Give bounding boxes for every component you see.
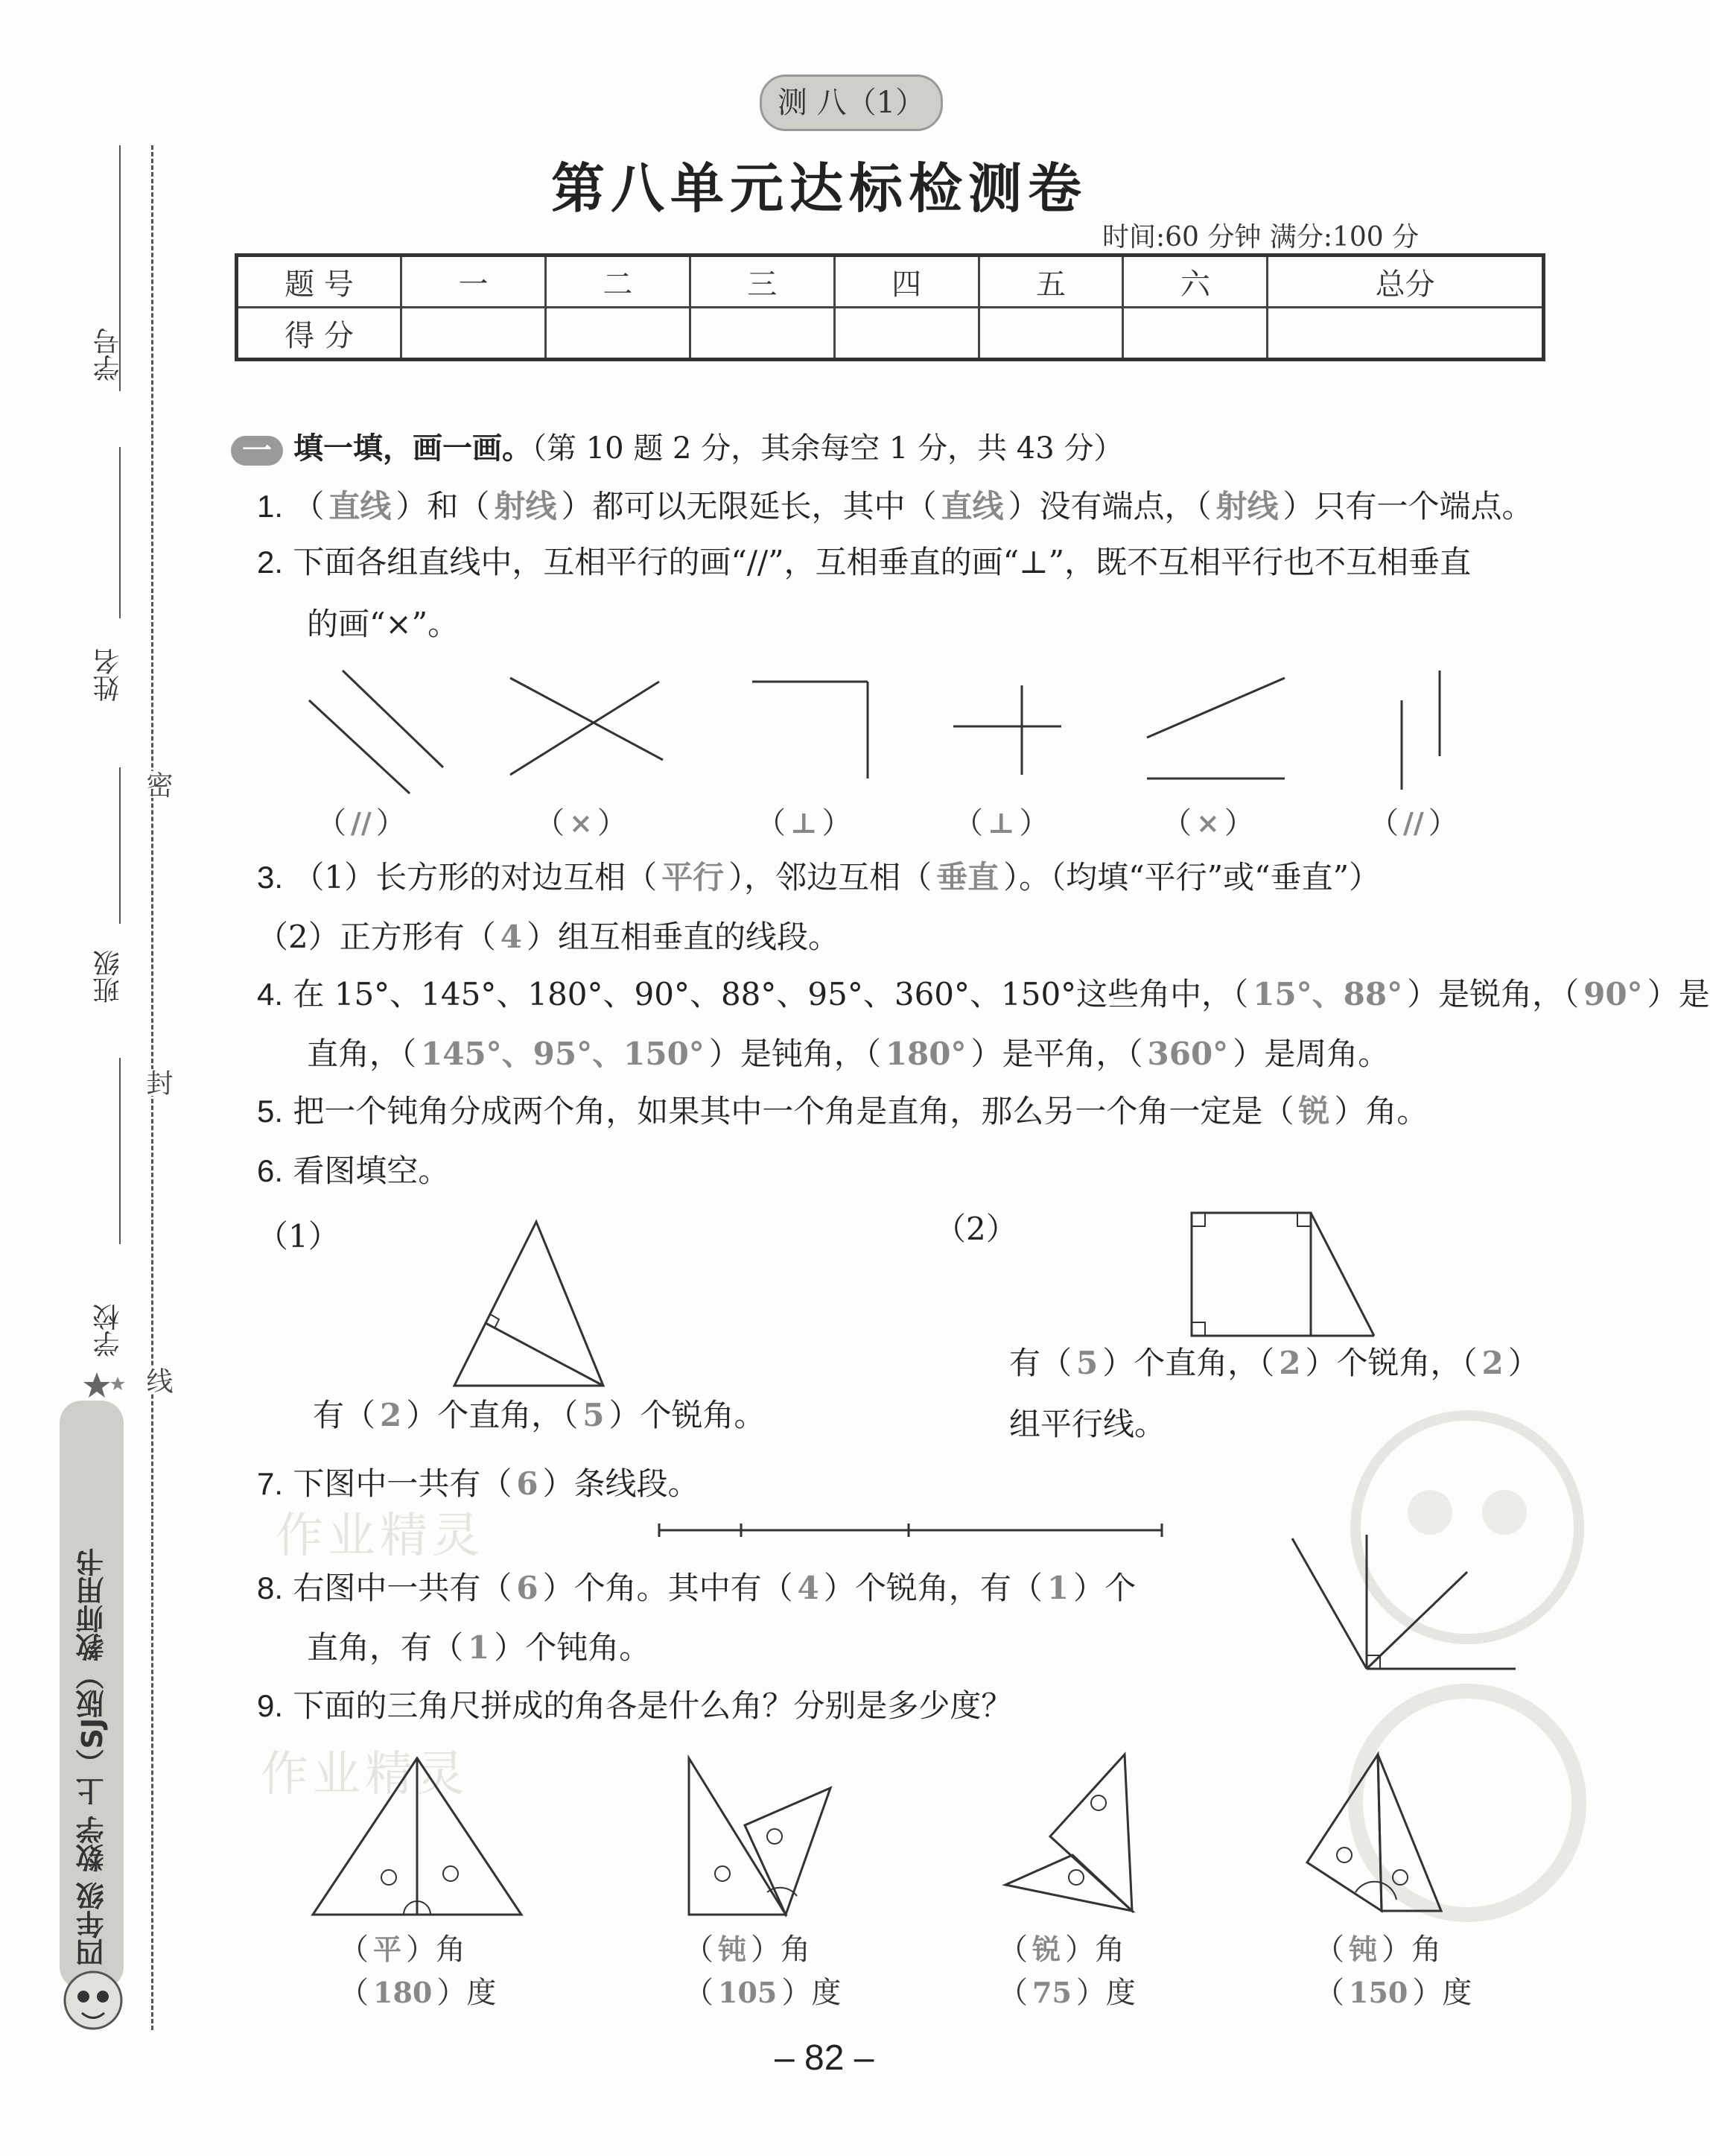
score-cell[interactable] [545,308,690,360]
table-cell: 六 [1123,256,1268,308]
section-badge: 一 [231,436,283,466]
seal-char-feng: 封 [139,1069,177,1096]
question-8-line2 [307,1626,650,1670]
q2-answer-4: （ ⊥ ） [953,806,1049,840]
page-number: – 82 – [775,2038,874,2078]
q9-answer-2-kind: （ 钝 ）角 [684,1933,811,1967]
question-5 [257,1089,1428,1134]
q6-sub1-label: （1） [257,1218,340,1255]
text: ）都可以无限延长，其中（ [561,488,937,524]
answer: 4 [797,1570,819,1606]
table-cell: 三 [690,256,834,308]
text: ）个锐角，有（ [823,1570,1043,1606]
text: ）是平角，（ [970,1036,1143,1072]
answer: 180° [885,1036,967,1072]
question-3 [257,855,1380,900]
q9-answer-3-kind: （ 锐 ）角 [998,1933,1125,1967]
question-number: 3. [257,860,284,895]
question-9 [257,1684,1012,1728]
text: ）组互相垂直的线段。 [526,919,839,955]
text: 看图填空。 [293,1152,450,1189]
answer: 直线 [941,488,1004,524]
line-figures [298,656,1475,805]
answer: 垂直 [936,859,999,895]
table-cell: 总分 [1268,256,1544,308]
question-3-part2 [257,915,839,960]
answer: 射线 [1215,488,1279,524]
q9-answer-1-deg: （ 180 ）度 [339,1976,497,2010]
question-number: 5. [257,1094,284,1129]
question-number: 7. [257,1466,284,1501]
text: 直角，有（ [307,1629,464,1666]
sidebar-rule [119,1058,121,1244]
text: 在 15°、145°、180°、90°、88°、95°、360°、150°这些角中，（ [293,976,1249,1012]
answer: 145°、95°、150° [421,1036,705,1072]
seal-char-mi: 密 [139,771,177,798]
text: ）个 [1073,1570,1137,1606]
question-7 [257,1462,699,1506]
answer: 直线 [328,488,392,524]
q7-segment-figure [655,1520,1169,1550]
q2-answer-1: （ // ） [317,806,406,840]
q9-answer-3-deg: （ 75 ）度 [998,1976,1136,2010]
text: 直角，（ [307,1036,417,1072]
answer: 15°、88° [1253,976,1403,1012]
table-cell: 四 [834,256,979,308]
q2-answer-5: （ × ） [1162,806,1254,840]
q9-answer-4-kind: （ 钝 ）角 [1315,1933,1442,1967]
question-4 [257,972,1710,1017]
question-number: 6. [257,1153,284,1188]
text: ）没有端点，（ [1008,488,1212,524]
set-square-figure-2 [681,1751,853,1922]
set-square-figure-1 [305,1751,521,1922]
figure-cross [953,685,1061,775]
text: 右图中一共有（ [293,1570,512,1606]
question-number: 1. [257,489,284,524]
test-badge: 测 八（1） [760,74,943,131]
star-icon [82,1371,127,1401]
figure-parallel-diagonal [309,670,443,793]
table-cell: 一 [401,256,546,308]
answer: 4 [500,919,522,955]
figure-corner [752,682,868,779]
brand-text: 四年级 数学 上（SJ版）教师用书 [76,1548,109,1967]
table-cell: 二 [545,256,690,308]
score-cell[interactable] [834,308,979,360]
q9-answer-1-kind: （ 平 ）角 [339,1933,466,1967]
table-cell: 得 分 [237,308,401,360]
question-1 [257,484,1533,529]
q6-square-figure [1184,1207,1378,1341]
page-title: 第八单元达标检测卷 [550,156,1087,220]
q6-sub2-answer: 有（ 5 ）个直角，（ 2 ）个锐角，（ 2 ） [1009,1345,1539,1381]
question-number: 9. [257,1688,284,1723]
q6-triangle-figure [447,1214,618,1393]
q2-answer-2: （ × ） [535,806,627,840]
score-cell[interactable] [1123,308,1268,360]
table-cell: 五 [979,256,1123,308]
answer: 锐 [1298,1093,1330,1129]
question-8 [257,1566,1136,1611]
figure-vertical-parallel [1402,670,1440,790]
text: ）角。 [1334,1093,1428,1129]
score-cell[interactable] [1268,308,1544,360]
figure-slanted [1147,678,1285,779]
answer: 360° [1147,1036,1229,1072]
question-6 [257,1149,449,1193]
q2-answer-6: （ // ） [1369,806,1458,840]
q9-answer-4-deg: （ 150 ）度 [1315,1976,1472,2010]
question-number: 8. [257,1570,284,1605]
time-info: 时间:60 分钟 满分:100 分 [1102,222,1420,253]
sidebar-label-school: 学校 [93,1304,124,1357]
q6-sub2-label: （2） [935,1211,1017,1247]
text: ）和（ [395,488,490,524]
section-note: （第 10 题 2 分，其余每空 1 分，共 43 分） [532,431,1124,466]
score-cell[interactable] [401,308,546,360]
q8-angle-figure [1281,1527,1527,1676]
section-title: 填一填，画一画。 [293,431,532,466]
text: ）是 [1647,976,1710,1012]
text: ）条线段。 [542,1465,699,1502]
watermark: 作业精灵 [276,1509,484,1564]
figure-crossing [510,678,663,775]
question-number: 4. [257,977,284,1012]
question-2-line2: 的画“×”。 [307,606,460,642]
q9-answer-2-deg: （ 105 ）度 [684,1976,842,2010]
text: ）个角。其中有（ [542,1570,793,1606]
text: （2）正方形有（ [257,919,496,955]
score-cell[interactable] [690,308,834,360]
sidebar-label-name: 姓名 [93,648,124,702]
set-square-figure-4 [1300,1747,1449,1918]
mascot-icon [52,1967,134,2049]
text: 下面的三角尺拼成的角各是什么角？分别是多少度？ [293,1687,1013,1724]
sidebar-rule [119,447,121,618]
text: （ [293,488,325,524]
watermark: 作业精灵 [261,1747,469,1802]
set-square-figure-3 [998,1747,1147,1918]
text: ）。（均填“平行”或“垂直”） [1003,859,1381,895]
answer: 1 [468,1629,490,1666]
q6-sub1-answer: 有（ 2 ）个直角，（ 5 ）个锐角。 [313,1397,766,1433]
answer: 90° [1583,976,1643,1012]
section-heading [231,425,1123,467]
text: ）只有一个端点。 [1282,488,1533,524]
score-table [235,253,1545,361]
seal-char-xian: 线 [139,1367,177,1394]
score-table-score-row [237,308,1544,360]
text: 下面各组直线中，互相平行的画“//”，互相垂直的画“⊥”，既不互相平行也不互相垂直 [293,544,1472,580]
score-cell[interactable] [979,308,1123,360]
q6-sub2-answer-line2: 组平行线。 [1009,1406,1166,1442]
answer: 平行 [661,859,725,895]
answer: 6 [516,1465,538,1502]
answer: 6 [516,1570,538,1606]
text: ）是钝角，（ [708,1036,881,1072]
text: ），邻边互相（ [728,859,932,895]
answer: 1 [1046,1570,1069,1606]
text: 把一个钝角分成两个角，如果其中一个角是直角，那么另一个角一定是（ [293,1093,1294,1129]
text: （1）长方形的对边互相（ [293,859,658,895]
answer: 射线 [494,488,557,524]
q2-answer-3: （ ⊥ ） [756,806,852,840]
sidebar-rule [119,767,121,924]
text: ）个钝角。 [494,1629,651,1666]
text: ）是锐角，（ [1407,976,1580,1012]
question-2 [257,540,1471,585]
sidebar-label-id: 学号 [93,328,124,381]
question-4-line2 [307,1032,1389,1077]
sidebar-label-class: 班级 [93,950,124,1004]
text: ）是周角。 [1233,1036,1390,1072]
table-cell: 题 号 [237,256,401,308]
text: 下图中一共有（ [293,1465,512,1502]
question-number: 2. [257,545,284,580]
score-table-header-row [237,256,1544,308]
